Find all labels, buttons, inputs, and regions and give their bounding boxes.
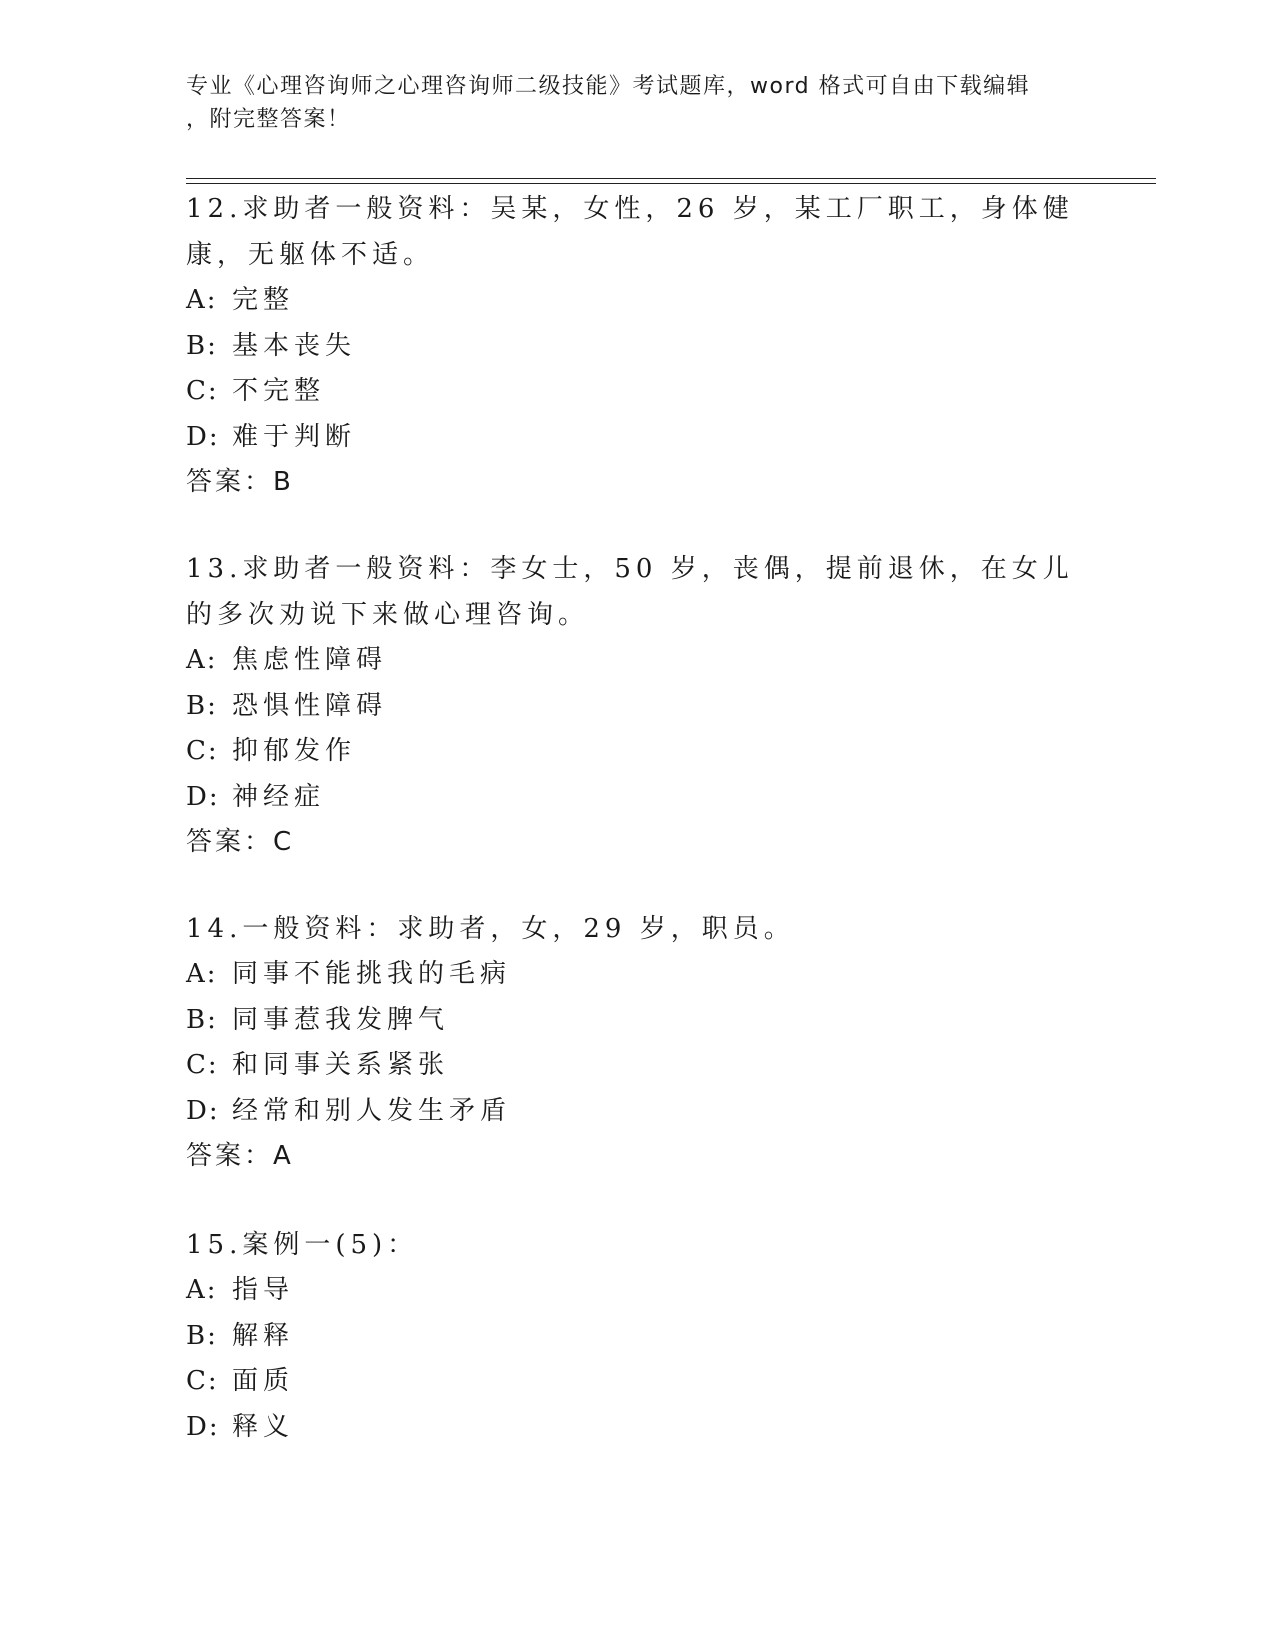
document-header xyxy=(186,70,1086,136)
answer-label: 答案： xyxy=(186,827,274,857)
header-line-1: 专业《心理咨询师之心理咨询师二级技能》考试题库，word 格式可自由下载编辑 xyxy=(186,74,1031,99)
option-text: 抑郁发作 xyxy=(232,736,357,766)
option-d xyxy=(186,1405,1086,1451)
option-key: C: xyxy=(186,736,219,766)
option-b xyxy=(186,1314,1086,1360)
option-d xyxy=(186,775,1086,821)
question-stem: 15.案例一(5)： xyxy=(186,1230,419,1260)
option-key: B: xyxy=(186,330,218,361)
option-text: 经常和别人发生矛盾 xyxy=(232,1095,512,1126)
answer-line xyxy=(186,1134,1086,1180)
option-key: B: xyxy=(186,690,218,721)
answer-line xyxy=(186,820,1086,866)
option-text: 基本丧失 xyxy=(232,330,357,361)
option-text: 同事惹我发脾气 xyxy=(232,1004,450,1035)
answer-line xyxy=(186,460,1086,506)
option-c xyxy=(186,729,1086,775)
option-key: C: xyxy=(186,1050,219,1080)
question-15 xyxy=(186,1222,1086,1450)
option-key: C: xyxy=(186,376,219,406)
option-a xyxy=(186,952,1086,998)
option-d xyxy=(186,1089,1086,1135)
option-key: D: xyxy=(186,1095,220,1126)
question-13 xyxy=(186,546,1086,866)
option-text: 和同事关系紧张 xyxy=(232,1050,450,1080)
option-text: 解释 xyxy=(232,1320,295,1351)
option-text: 指导 xyxy=(232,1275,295,1305)
question-stem: 14.一般资料：求助者，女，29 岁，职员。 xyxy=(186,914,795,944)
option-key: B: xyxy=(186,1320,218,1351)
option-key: D: xyxy=(186,1411,220,1442)
option-text: 难于判断 xyxy=(232,421,357,452)
header-divider-top xyxy=(186,178,1156,179)
option-text: 完整 xyxy=(232,285,295,315)
answer-label: 答案： xyxy=(186,1141,274,1171)
option-a xyxy=(186,278,1086,324)
option-d xyxy=(186,415,1086,461)
option-key: A: xyxy=(186,959,218,989)
option-text: 同事不能挑我的毛病 xyxy=(232,959,512,989)
option-text: 恐惧性障碍 xyxy=(232,690,388,721)
answer-value: C xyxy=(273,827,293,857)
header-line-2: ，附完整答案！ xyxy=(186,107,351,132)
answer-value: B xyxy=(273,467,292,497)
option-text: 神经症 xyxy=(232,781,326,812)
header-divider-bottom xyxy=(186,183,1156,184)
answer-label: 答案： xyxy=(186,467,274,497)
option-text: 释义 xyxy=(232,1411,295,1442)
question-stem: 12.求助者一般资料：吴某，女性，26 岁，某工厂职工，身体健康，无躯体不适。 xyxy=(186,194,1074,270)
option-c xyxy=(186,369,1086,415)
option-key: B: xyxy=(186,1004,218,1035)
option-key: A: xyxy=(186,285,218,315)
option-text: 焦虑性障碍 xyxy=(232,645,388,675)
option-b xyxy=(186,998,1086,1044)
question-stem: 13.求助者一般资料：李女士，50 岁，丧偶，提前退休，在女儿的多次劝说下来做心理咨询。 xyxy=(186,554,1074,630)
option-b xyxy=(186,684,1086,730)
option-c xyxy=(186,1359,1086,1405)
option-key: A: xyxy=(186,1275,218,1305)
question-14 xyxy=(186,906,1086,1180)
option-key: C: xyxy=(186,1366,219,1396)
option-text: 面质 xyxy=(232,1366,295,1396)
question-12 xyxy=(186,186,1086,506)
option-key: A: xyxy=(186,645,218,675)
option-text: 不完整 xyxy=(232,376,326,406)
option-b xyxy=(186,324,1086,370)
option-key: D: xyxy=(186,421,220,452)
option-key: D: xyxy=(186,781,220,812)
option-c xyxy=(186,1043,1086,1089)
option-a xyxy=(186,1268,1086,1314)
answer-value: A xyxy=(273,1141,292,1171)
option-a xyxy=(186,638,1086,684)
